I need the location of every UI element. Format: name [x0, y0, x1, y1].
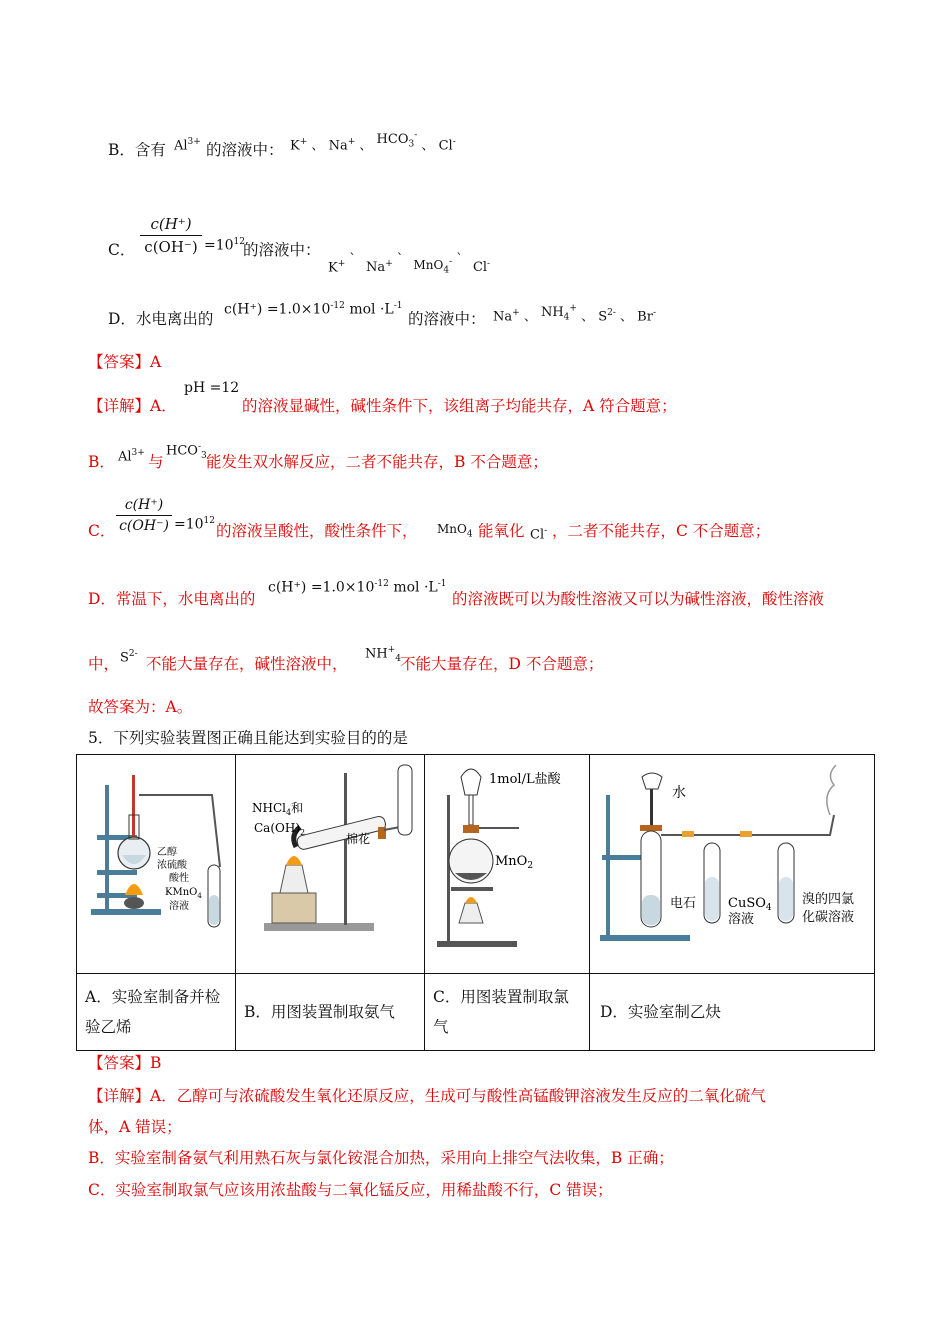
detail-4-c-fraction: c(H⁺) c(OH⁻)	[116, 495, 172, 536]
fig-d-label-3: CuSO$_4$	[728, 896, 772, 913]
ion-list-d: Na+ 、 $NH_4^+$ 、 $S^{2-}$ 、 Br-	[493, 304, 656, 325]
option-d-mid: 的溶液中：	[408, 310, 486, 328]
detail-5-c: C．实验室制取氯气应该用浓盐酸与二氧化锰反应，用稀盐酸不行，C 错误；	[88, 1181, 613, 1199]
option-c-mid: 的溶液中：	[243, 241, 321, 259]
detail-4-c-pre: C．	[88, 522, 116, 540]
detail-4-d2-pre: 中，	[88, 655, 120, 673]
detail-4-c-cl: Cl-	[530, 526, 548, 543]
fig-a-label-3: 酸性	[169, 873, 189, 884]
detail-4-b-hco: $HCO^-_3$	[166, 442, 207, 461]
fig-a-label-2: 浓硫酸	[157, 860, 187, 871]
fig-b-label-2: $Ca(OH)_2$	[254, 821, 306, 837]
question-5: 5．下列实验装置图正确且能达到实验目的的是	[88, 729, 408, 747]
fig-c-label-1: 1mol/L盐酸	[489, 772, 561, 787]
detail-4-b-post: 能发生双水解反应，二者不能共存，B 不合题意；	[206, 453, 548, 471]
detail-4-c-mid2: 能氧化	[478, 522, 525, 540]
option-b-label: B．含有	[108, 141, 166, 159]
detail-4-b-with: 与	[148, 453, 164, 471]
caption-c: C．用图装置制取氯气	[425, 974, 590, 1051]
detail-4-d2-mid: 不能大量存在，碱性溶液中，	[146, 655, 348, 673]
fig-d-label-6: 化碳溶液	[802, 910, 855, 925]
al-ion: $Al^{3+}$	[174, 137, 201, 154]
experiment-table	[76, 754, 875, 1051]
answer-5: 【答案】B	[88, 1054, 162, 1072]
option-c-label: C．	[108, 241, 136, 259]
detail-4-final: 故答案为：A。	[88, 698, 193, 716]
detail-5-a1: 【详解】A．乙醇可与浓硫酸发生氧化还原反应，生成可与酸性高锰酸钾溶液发生反应的二氧化硫气	[88, 1087, 766, 1105]
figure-a-cell	[77, 755, 236, 974]
detail-4-b-pre: B．	[88, 453, 115, 471]
detail-4-c-mid: 的溶液呈酸性，酸性条件下，	[216, 522, 418, 540]
detail-4-c-mno: MnO$_4$	[437, 522, 473, 540]
caption-d: D．实验室制乙炔	[590, 974, 875, 1051]
fig-b-label-3: 棉花	[346, 832, 371, 846]
fig-a-label-5: 溶液	[169, 901, 189, 912]
option-d-label: D．水电离出的	[108, 310, 214, 328]
option-b-mid: 的溶液中：	[206, 141, 284, 159]
fig-a-label-1: 乙醇	[157, 847, 177, 858]
fig-d-label-1: 水	[672, 785, 686, 801]
caption-a: A．实验室制备并检验乙烯	[77, 974, 236, 1051]
detail-4-c-eq: $=10^{12}$	[174, 516, 215, 533]
detail-4-c-post: ，二者不能共存，C 不合题意；	[552, 522, 771, 540]
detail-4-d2-nh: $NH^+_4$	[365, 645, 401, 664]
ion-list-c: K+ ` Na+ ` MnO$_4$- ` Cl-	[328, 252, 491, 276]
caption-b: B．用图装置制取氨气	[236, 974, 425, 1051]
figure-b-cell	[236, 755, 425, 974]
ion-list-b: K+ 、 Na+ 、 $HCO_3^-$ 、 Cl-	[290, 131, 456, 154]
option-b	[108, 140, 166, 160]
detail-4-d-pre: D．常温下，水电离出的	[88, 590, 256, 608]
answer-4: 【答案】A	[88, 353, 162, 371]
option-c-fraction	[140, 213, 202, 258]
detail-4-a-post: 的溶液显碱性，碱性条件下，该组离子均能共存，A 符合题意；	[242, 397, 677, 415]
detail-5-a2: 体，A 错误；	[88, 1118, 182, 1136]
fig-b-label-1: NHCl$_4$和	[252, 801, 304, 817]
ethylene-apparatus-figure	[77, 755, 235, 973]
detail-4-d2-s: $S^{2-}$	[120, 649, 138, 666]
option-d-expr: $c(H^+) =1.0\times 10^{-12}$ mol $\cdot L^{-1}$	[224, 301, 403, 318]
fig-d-label-4: 溶液	[728, 912, 755, 927]
fig-d-label-5: 溴的四氯	[802, 892, 855, 907]
chlorine-apparatus-figure	[425, 755, 589, 973]
option-c-eq: $=10^{12}$	[204, 237, 245, 254]
detail-4-ph: pH =12	[184, 380, 240, 396]
fig-d-label-2: 电石	[670, 896, 697, 911]
detail-4-d-expr: $c(H^+) =1.0\times 10^{-12}$ mol $\cdot L^{-1}$	[268, 579, 447, 596]
figure-c-cell	[425, 755, 590, 974]
ammonia-apparatus-figure	[236, 755, 424, 973]
detail-5-b: B．实验室制备氨气利用熟石灰与氯化铵混合加热，采用向上排空气法收集，B 正确；	[88, 1149, 674, 1167]
detail-4-d-post: 的溶液既可以为酸性溶液又可以为碱性溶液，酸性溶液	[452, 590, 825, 608]
fig-c-label-2: MnO$_2$	[495, 854, 534, 871]
fig-a-label-4: KMnO$_4$	[165, 887, 202, 900]
acetylene-apparatus-figure	[590, 755, 874, 973]
detail-4-d2-post: 不能大量存在，D 不合题意；	[400, 655, 604, 673]
fraction-denominator: c(OH⁻)	[144, 238, 198, 256]
figure-d-cell	[590, 755, 875, 974]
detail-4-a-pre: 【详解】A．	[88, 397, 177, 415]
fraction-numerator: c(H⁺)	[150, 215, 192, 233]
detail-4-b-al: $Al^{3+}$	[118, 448, 145, 465]
